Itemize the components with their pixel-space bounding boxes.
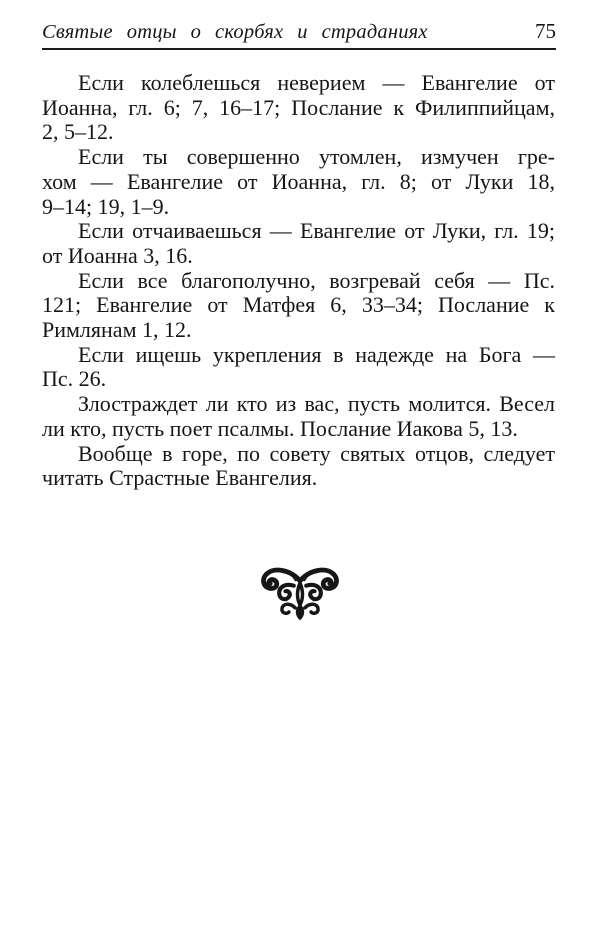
text-line: Если все благополучно, возгревай себя — Пс.	[78, 267, 555, 293]
paragraph	[42, 145, 555, 219]
text-line: 9–14; 19, 1–9.	[42, 193, 170, 219]
text-line: читать Страстные Евангелия.	[42, 465, 318, 491]
page-header	[42, 20, 556, 50]
paragraph	[42, 219, 555, 268]
text-line: Если отчаиваешься — Евангелие от Луки, гл. 19;	[78, 218, 555, 244]
paragraph	[42, 71, 555, 145]
text-line: 121; Евангелие от Матфея 6, 33–34; Послание к	[42, 292, 555, 318]
running-title: Святые отцы о скорбях и страданиях	[42, 21, 428, 43]
ornament-container	[0, 563, 600, 625]
text-line: Если колеблешься неверием — Евангелие от	[78, 70, 555, 95]
text-line: Злостраждет ли кто из вас, пусть молится. Весел	[78, 391, 555, 417]
text-line: Пс. 26.	[42, 366, 107, 392]
text-line: Иоанна, гл. 6; 7, 16–17; Послание к Филиппийцам,	[42, 94, 555, 120]
page-number: 75	[535, 19, 556, 43]
text-line: 2, 5–12.	[42, 119, 114, 145]
text-line: Если ищешь укрепления в надежде на Бога —	[78, 341, 555, 367]
text-line: Вообще в горе, по совету святых отцов, следует	[78, 440, 555, 466]
text-line: Римлянам 1, 12.	[42, 317, 192, 343]
text-line: хом — Евангелие от Иоанна, гл. 8; от Луки 18,	[42, 168, 555, 194]
paragraph	[42, 392, 555, 441]
paragraph	[42, 442, 555, 491]
paragraph	[42, 269, 555, 343]
header-rule	[42, 48, 556, 50]
text-line: Если ты совершенно утомлен, измучен гре-	[78, 144, 555, 170]
paragraph	[42, 343, 555, 392]
floral-ornament-icon	[255, 563, 345, 625]
body-text	[42, 71, 555, 491]
text-line: от Иоанна 3, 16.	[42, 242, 193, 268]
text-line: ли кто, пусть поет псалмы. Послание Иакова 5, 13.	[42, 415, 518, 441]
